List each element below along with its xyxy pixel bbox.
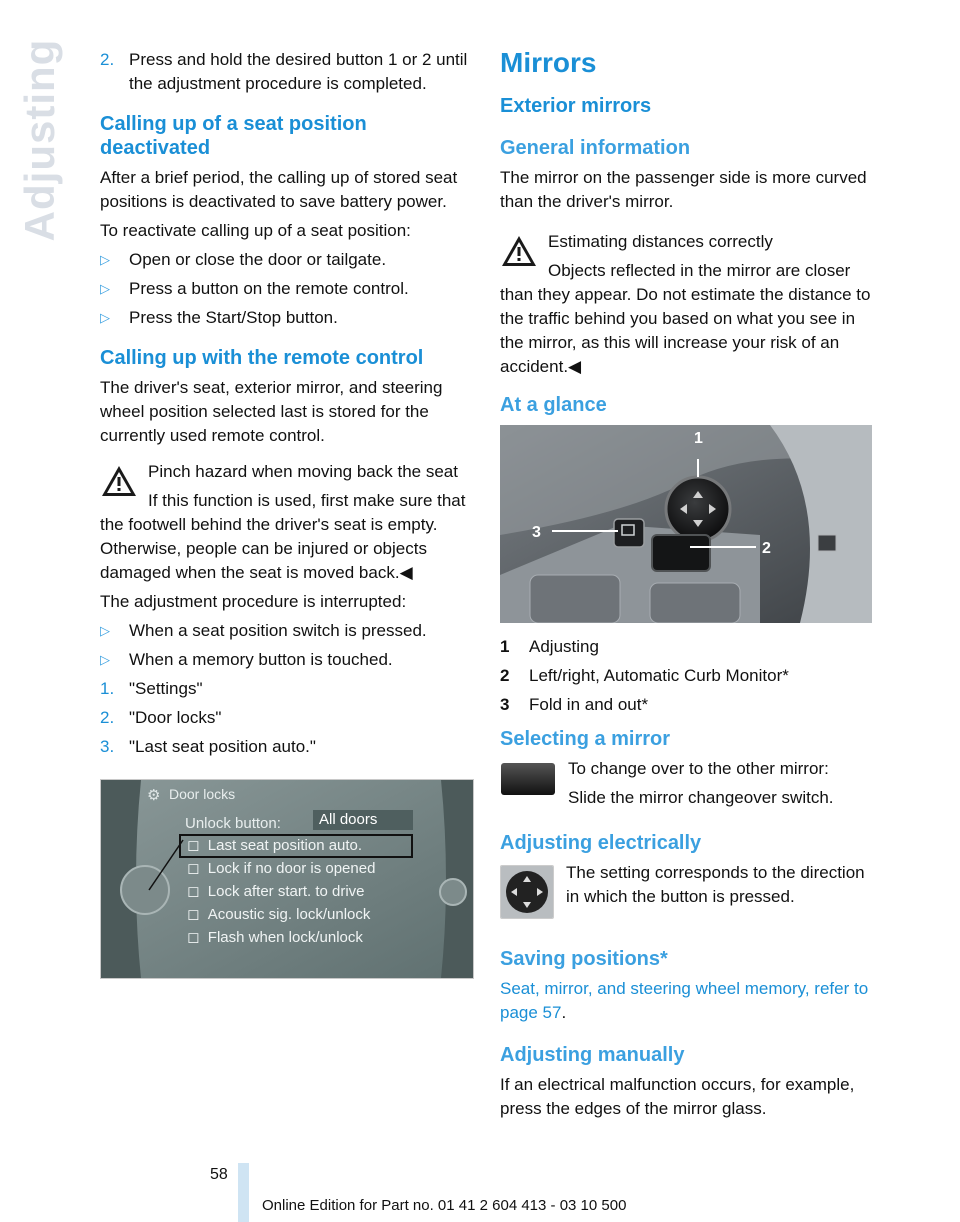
paragraph-interrupted: The adjustment procedure is interrupted: [100,592,407,611]
step-text: "Settings" [129,679,203,698]
footer-edition-text: Online Edition for Part no. 01 41 2 604 413 - 03 10 500 [262,1197,627,1214]
paragraph-electric: The setting corresponds to the direction in which the button is pressed. [566,863,865,906]
checkbox-icon: ◻ [187,883,200,900]
heading-adjusting-electrically: Adjusting electrically [500,832,702,854]
warning-block [500,230,875,379]
heading-deactivated: Calling up of a seat position deactivated [100,113,367,159]
step-number: 1. [100,679,115,698]
step-text: "Last seat position auto." [129,737,316,756]
step-number: 2. [100,708,115,727]
triangle-bullet-icon: ▷ [100,623,110,638]
footer-bar [238,1163,249,1222]
step-text: Press and hold the desired button 1 or 2 until the adjustment procedure is completed. [129,50,468,93]
step-number: 2. [100,50,115,69]
triangle-bullet-icon: ▷ [100,281,110,296]
heading-exterior-mirrors: Exterior mirrors [500,95,652,117]
paragraph-saving-end: . [561,1003,567,1022]
legend-text: Adjusting [529,637,599,656]
heading-adjusting-manually: Adjusting manually [500,1044,685,1066]
paragraph-select-1: To change over to the other mirror: [568,759,829,778]
list-item-text: Open or close the door or tailgate. [129,250,387,269]
settings-option-label: Lock if no door is opened [207,860,376,877]
warning-block [100,460,474,585]
mirror-adjust-button-icon [500,865,554,919]
settings-option-label: Last seat position auto. [207,837,363,854]
triangle-bullet-icon: ▷ [100,652,110,667]
warning-icon [100,464,138,498]
heading-general-information: General information [500,137,691,159]
checkbox-icon: ◻ [187,837,200,854]
heading-remote: Calling up with the remote control [100,347,424,369]
checkbox-icon: ◻ [187,906,200,923]
legend-item [500,693,875,717]
settings-option[interactable] [187,834,362,858]
settings-option-label: Lock after start. to drive [207,883,365,900]
list-item [100,277,474,301]
unlock-button-label: Unlock button: [185,815,281,832]
heading-mirrors: Mirrors [500,47,597,78]
section-side-tab [16,38,63,242]
heading-at-a-glance: At a glance [500,394,607,416]
paragraph-remote: The driver's seat, exterior mirror, and steering wheel position selected last is stored for the currently used remote control. [100,378,443,445]
warning-text: If this function is used, first make sure that the footwell behind the driver's seat is empty. Otherwise, people can be injured or objects damaged when the seat is moved back.◀ [100,491,466,582]
list-item-text: When a memory button is touched. [129,650,393,669]
step-text: "Door locks" [129,708,222,727]
settings-option[interactable] [187,880,365,904]
unlock-button-value: All doors [313,810,413,830]
section-side-tab-label: Adjusting [16,38,63,242]
paragraph-reactivate: To reactivate calling up of a seat position: [100,221,411,240]
step-item [100,735,474,759]
warning-title: Pinch hazard when moving back the seat [148,462,458,481]
mirror-controls-photo [500,425,872,623]
list-item-text: When a seat position switch is pressed. [129,621,427,640]
right-column [500,48,875,1126]
settings-option-label: Acoustic sig. lock/unlock [207,906,371,923]
electric-block [500,861,875,927]
heading-saving-positions: Saving positions* [500,948,668,970]
triangle-bullet-icon: ▷ [100,252,110,267]
checkbox-icon: ◻ [187,929,200,946]
gear-icon: ⚙ [147,787,161,804]
left-column [100,48,474,979]
warning-title: Estimating distances correctly [548,232,773,251]
selecting-block [500,757,875,815]
legend-number: 2 [500,666,510,685]
step-item [100,48,474,96]
figure-callout-3: 3 [532,524,541,541]
list-item-text: Press a button on the remote control. [129,279,409,298]
warning-text: Objects reflected in the mirror are closer than they appear. Do not estimate the distance to the traffic behind you based on what you see in the mirror, as this will increase your risk of an accident.◀ [500,261,871,376]
list-item [100,248,474,272]
paragraph-general: The mirror on the passenger side is more curved than the driver's mirror. [500,168,867,211]
figure-callout-2: 2 [762,540,771,557]
mirror-changeover-switch-icon [500,761,556,797]
legend-text: Fold in and out* [529,695,649,714]
door-locks-screen-figure [100,779,474,979]
step-item [100,706,474,730]
settings-option[interactable] [187,903,370,927]
memory-page-link[interactable]: Seat, mirror, and steering wheel memory, refer to page 57 [500,979,869,1022]
legend-number: 3 [500,695,510,714]
settings-option-label: Flash when lock/unlock [207,929,363,946]
settings-option[interactable] [187,857,375,881]
heading-selecting-mirror: Selecting a mirror [500,728,671,750]
legend-item [500,664,875,688]
legend-number: 1 [500,637,510,656]
list-item [100,619,474,643]
warning-icon [500,234,538,268]
legend-text: Left/right, Automatic Curb Monitor* [529,666,789,685]
checkbox-icon: ◻ [187,860,200,877]
triangle-bullet-icon: ▷ [100,310,110,325]
settings-option[interactable] [187,926,363,950]
screen-title: Door locks [169,786,236,802]
figure-callout-1: 1 [694,430,703,447]
list-item-text: Press the Start/Stop button. [129,308,338,327]
list-item [100,648,474,672]
mirror-controls-figure [500,425,872,623]
list-item [100,306,474,330]
page-number: 58 [210,1166,228,1183]
legend-item [500,635,875,659]
paragraph-manual: If an electrical malfunction occurs, for example, press the edges of the mirror glass. [500,1075,855,1118]
step-item [100,677,474,701]
paragraph-select-2: Slide the mirror changeover switch. [568,788,834,807]
paragraph-deactivated: After a brief period, the calling up of stored seat positions is deactivated to save battery power. [100,168,458,211]
paragraph-saving [500,977,875,1025]
step-number: 3. [100,737,115,756]
